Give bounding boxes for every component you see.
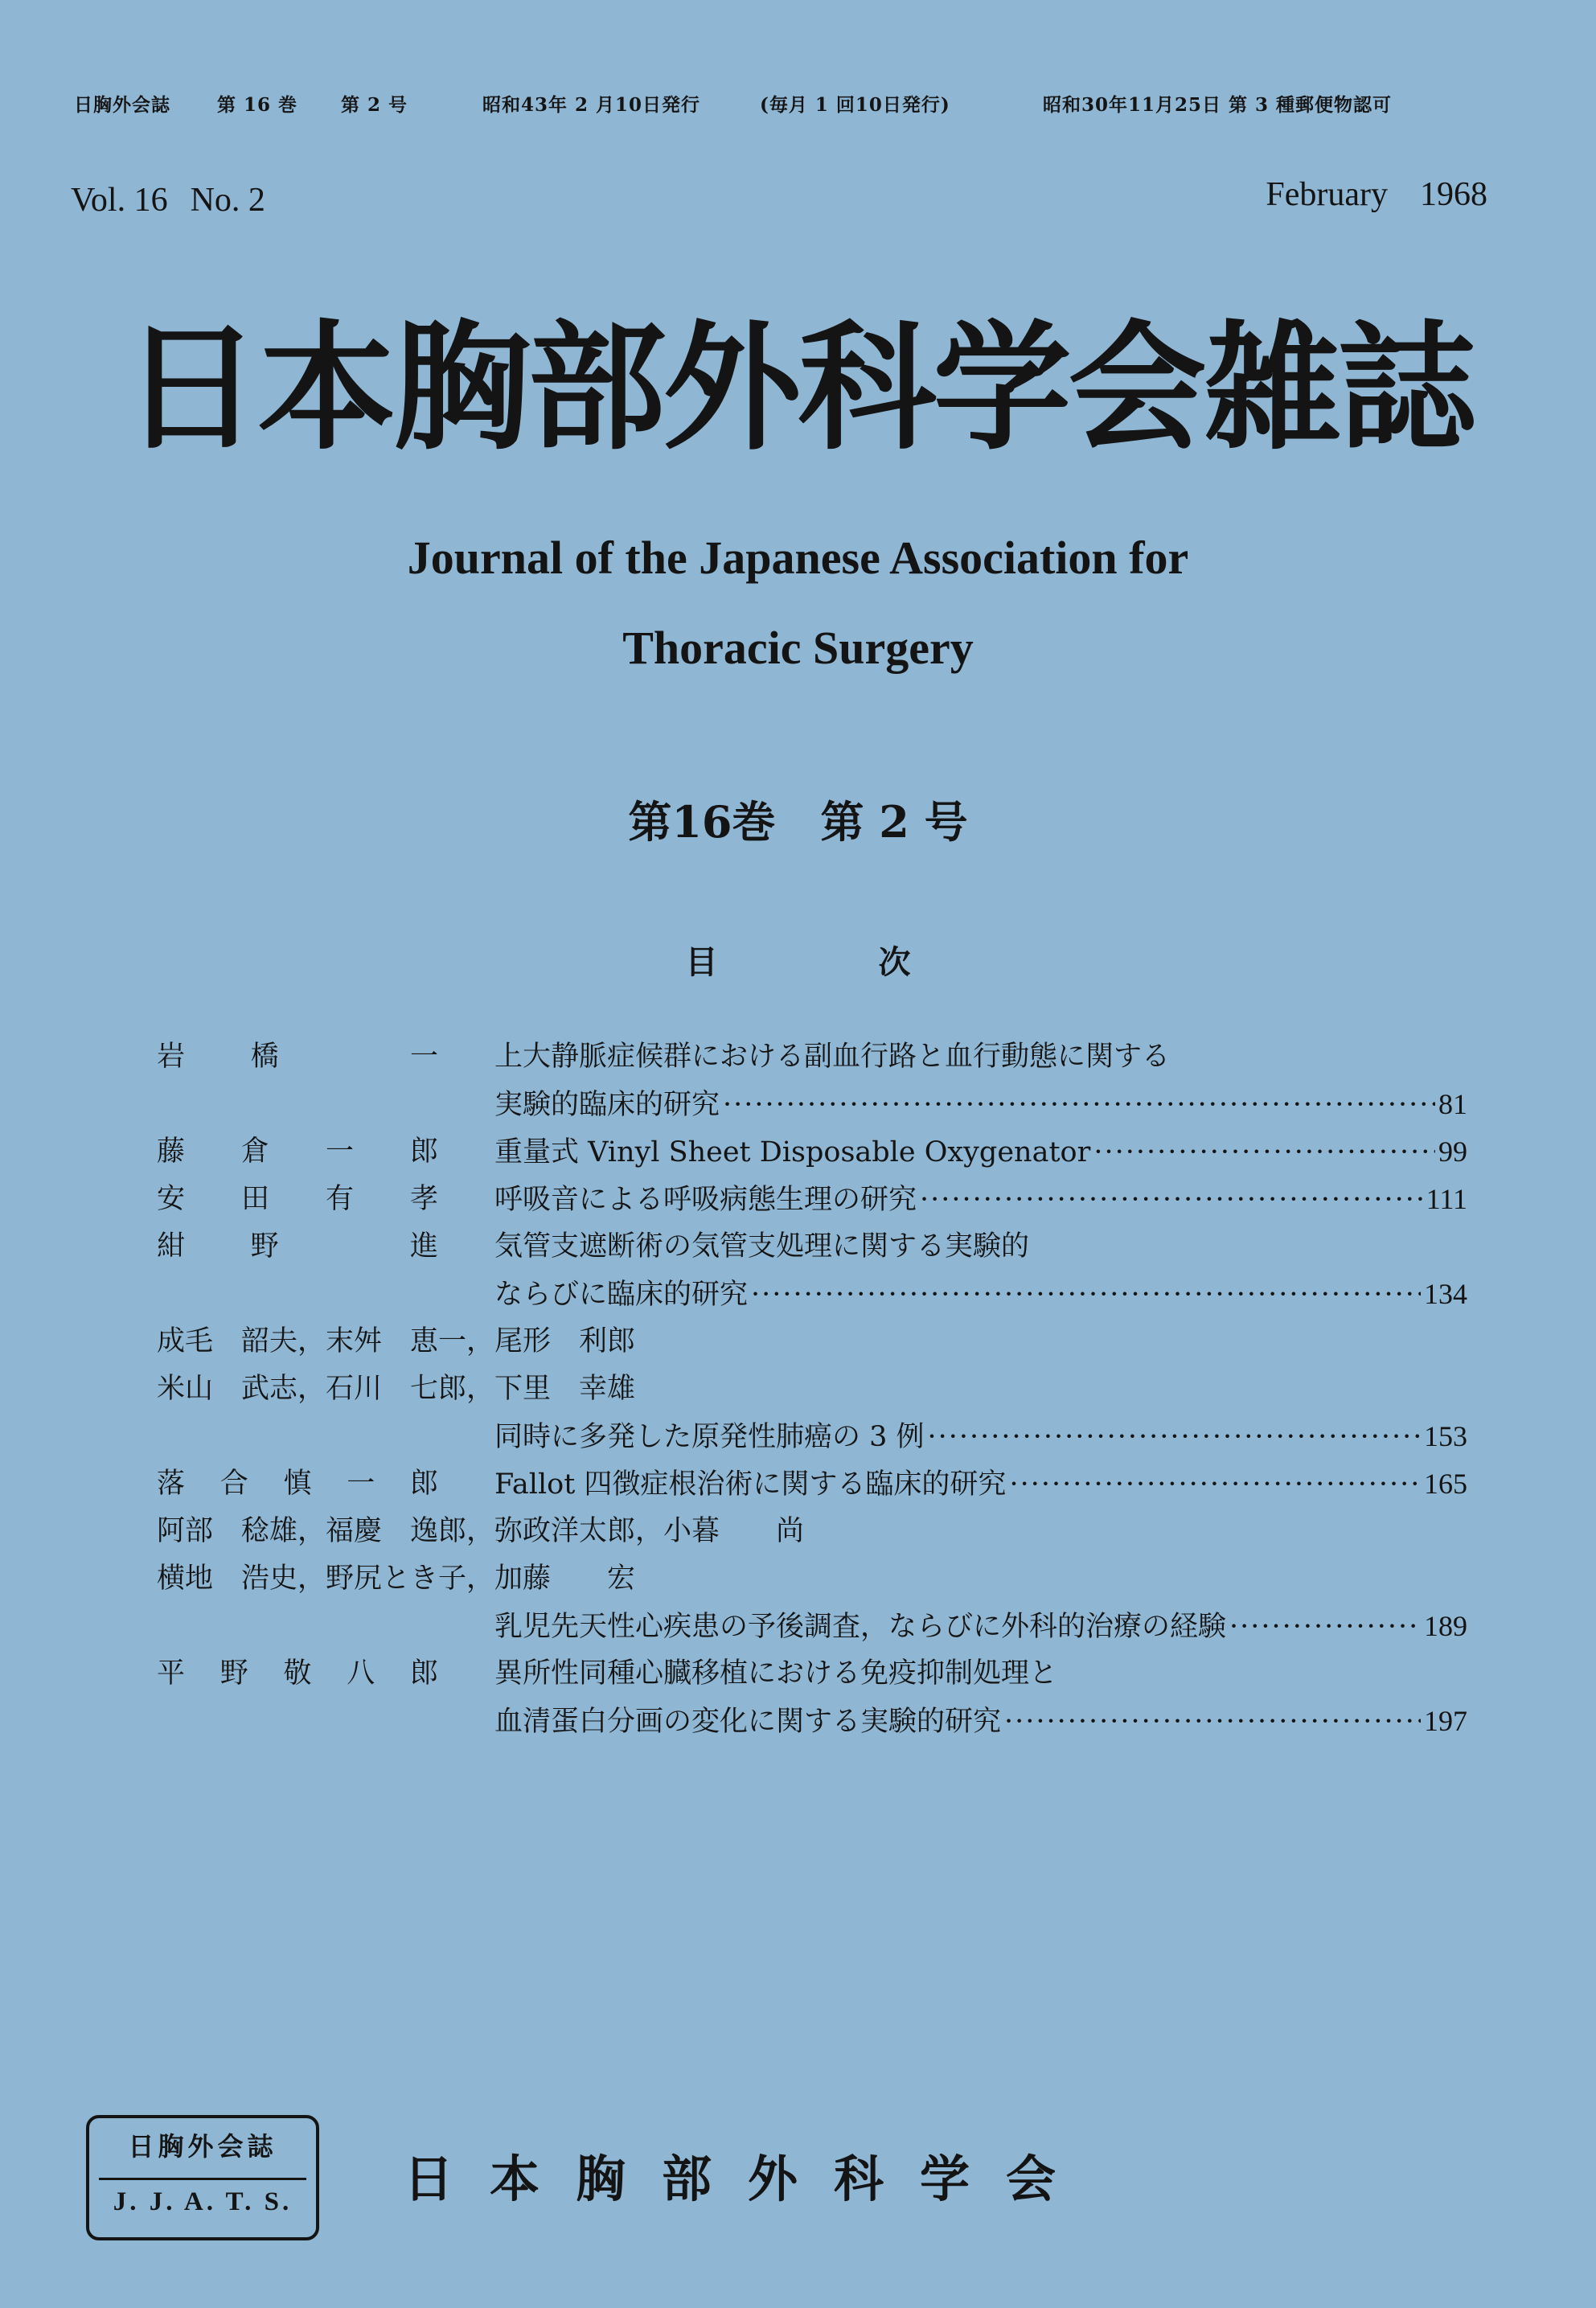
- toc-entry-cont: [157, 1603, 1467, 1650]
- toc-heading-left: 目: [685, 943, 718, 981]
- stamp-en: J. J. A. T. S.: [113, 2187, 293, 2216]
- header-volume: 第 16 巻: [217, 94, 298, 116]
- issue-date: [1233, 175, 1487, 214]
- toc-entry: [157, 1176, 1467, 1223]
- toc-entry-cont: [157, 1413, 1467, 1460]
- toc-page: 99: [1438, 1136, 1467, 1168]
- toc-entry: [157, 1223, 1467, 1271]
- number-label: No. 2: [190, 182, 265, 219]
- toc-entry-cont: [157, 1365, 1467, 1413]
- toc-authors: 横地 浩史，野尻とき子，加藤 宏: [157, 1563, 636, 1595]
- toc-page: 153: [1424, 1420, 1467, 1452]
- volume-label: Vol. 16: [71, 182, 168, 219]
- stamp-jp: 日胸外会誌: [128, 2131, 277, 2162]
- issue-month: February: [1266, 176, 1388, 213]
- toc-author: 落 合 慎 一 郎: [157, 1468, 438, 1500]
- table-of-contents: [157, 1033, 1467, 1745]
- toc-page: 165: [1424, 1468, 1467, 1500]
- toc-authors: 成毛 韶夫，末舛 恵一，尾形 利郎: [157, 1325, 636, 1357]
- stamp-divider: [99, 2178, 306, 2180]
- toc-title: 実験的臨床的研究: [494, 1089, 720, 1121]
- toc-entry: [157, 1650, 1467, 1698]
- toc-title: 同時に多発した原発性肺癌の 3 例: [494, 1421, 925, 1453]
- toc-entry-cont: [157, 1698, 1467, 1745]
- toc-page: 197: [1424, 1705, 1467, 1737]
- publisher-name: 日本胸部外科学会: [404, 2150, 1093, 2208]
- toc-title: 異所性同種心臓移植における免疫抑制処理と: [494, 1657, 1058, 1690]
- toc-title: 血清蛋白分画の変化に関する実験的研究: [494, 1706, 1002, 1738]
- toc-entry: [157, 1033, 1467, 1081]
- toc-authors: 阿部 稔雄，福慶 逸郎，弥政洋太郎，小暮 尚: [157, 1515, 805, 1547]
- journal-title-en-line2: Thoracic Surgery: [622, 622, 974, 674]
- toc-author: 平 野 敬 八 郎: [157, 1657, 438, 1690]
- toc-entry: [157, 1460, 1467, 1508]
- toc-page: 81: [1438, 1088, 1467, 1120]
- header-mail-permit: 昭和30年11月25日 第 3 種郵便物認可: [1043, 94, 1393, 116]
- issue-year: 1968: [1420, 176, 1487, 213]
- header-abbrev: 日胸外会誌: [74, 94, 170, 116]
- toc-title: Fallot 四徴症根治術に関する臨床的研究: [494, 1468, 1007, 1501]
- toc-title: 重量式 Vinyl Sheet Disposable Oxygenator: [494, 1136, 1091, 1168]
- issue-volume: 第16巻: [628, 796, 776, 848]
- toc-title: ならびに臨床的研究: [494, 1279, 749, 1311]
- toc-entry: [157, 1128, 1467, 1176]
- volume-number: [71, 181, 288, 220]
- toc-heading: [0, 937, 1596, 983]
- toc-entry-cont: [157, 1555, 1467, 1603]
- toc-title: 上大静脈症候群における副血行路と血行動態に関する: [494, 1041, 1171, 1073]
- journal-title-en-line1: Journal of the Japanese Association for: [407, 532, 1189, 584]
- toc-author: 安 田 有 孝: [157, 1183, 438, 1215]
- journal-abbreviation-stamp: [86, 2115, 319, 2240]
- toc-authors: 米山 武志，石川 七郎，下里 幸雄: [157, 1373, 636, 1405]
- toc-entry: [157, 1318, 1467, 1365]
- toc-entry-cont: [157, 1271, 1467, 1318]
- toc-title: 乳児先天性心疾患の予後調査，ならびに外科的治療の経験: [494, 1611, 1227, 1643]
- toc-author: 岩 橋 一: [157, 1041, 438, 1073]
- toc-title: 呼吸音による呼吸病態生理の研究: [494, 1184, 917, 1216]
- journal-title-jp: 日本胸部外科学会雑誌: [122, 307, 1474, 469]
- toc-page: 134: [1424, 1278, 1467, 1310]
- toc-heading-right: 次: [878, 943, 911, 981]
- header-published-date: 昭和43年 2 月10日発行: [482, 94, 701, 116]
- header-number: 第 2 号: [341, 94, 408, 116]
- toc-entry: [157, 1508, 1467, 1555]
- header-frequency: (毎月 1 回10日発行): [760, 94, 950, 116]
- toc-title: 気管支遮断術の気管支処理に関する実験的: [494, 1230, 1030, 1263]
- issue-number: 第 2 号: [820, 796, 968, 848]
- toc-author: 藤 倉 一 郎: [157, 1136, 438, 1168]
- issue-heading: [0, 788, 1596, 850]
- toc-entry-cont: [157, 1081, 1467, 1128]
- toc-page: 189: [1424, 1610, 1467, 1642]
- toc-page: 111: [1426, 1183, 1467, 1215]
- toc-author: 紺 野 進: [157, 1230, 438, 1263]
